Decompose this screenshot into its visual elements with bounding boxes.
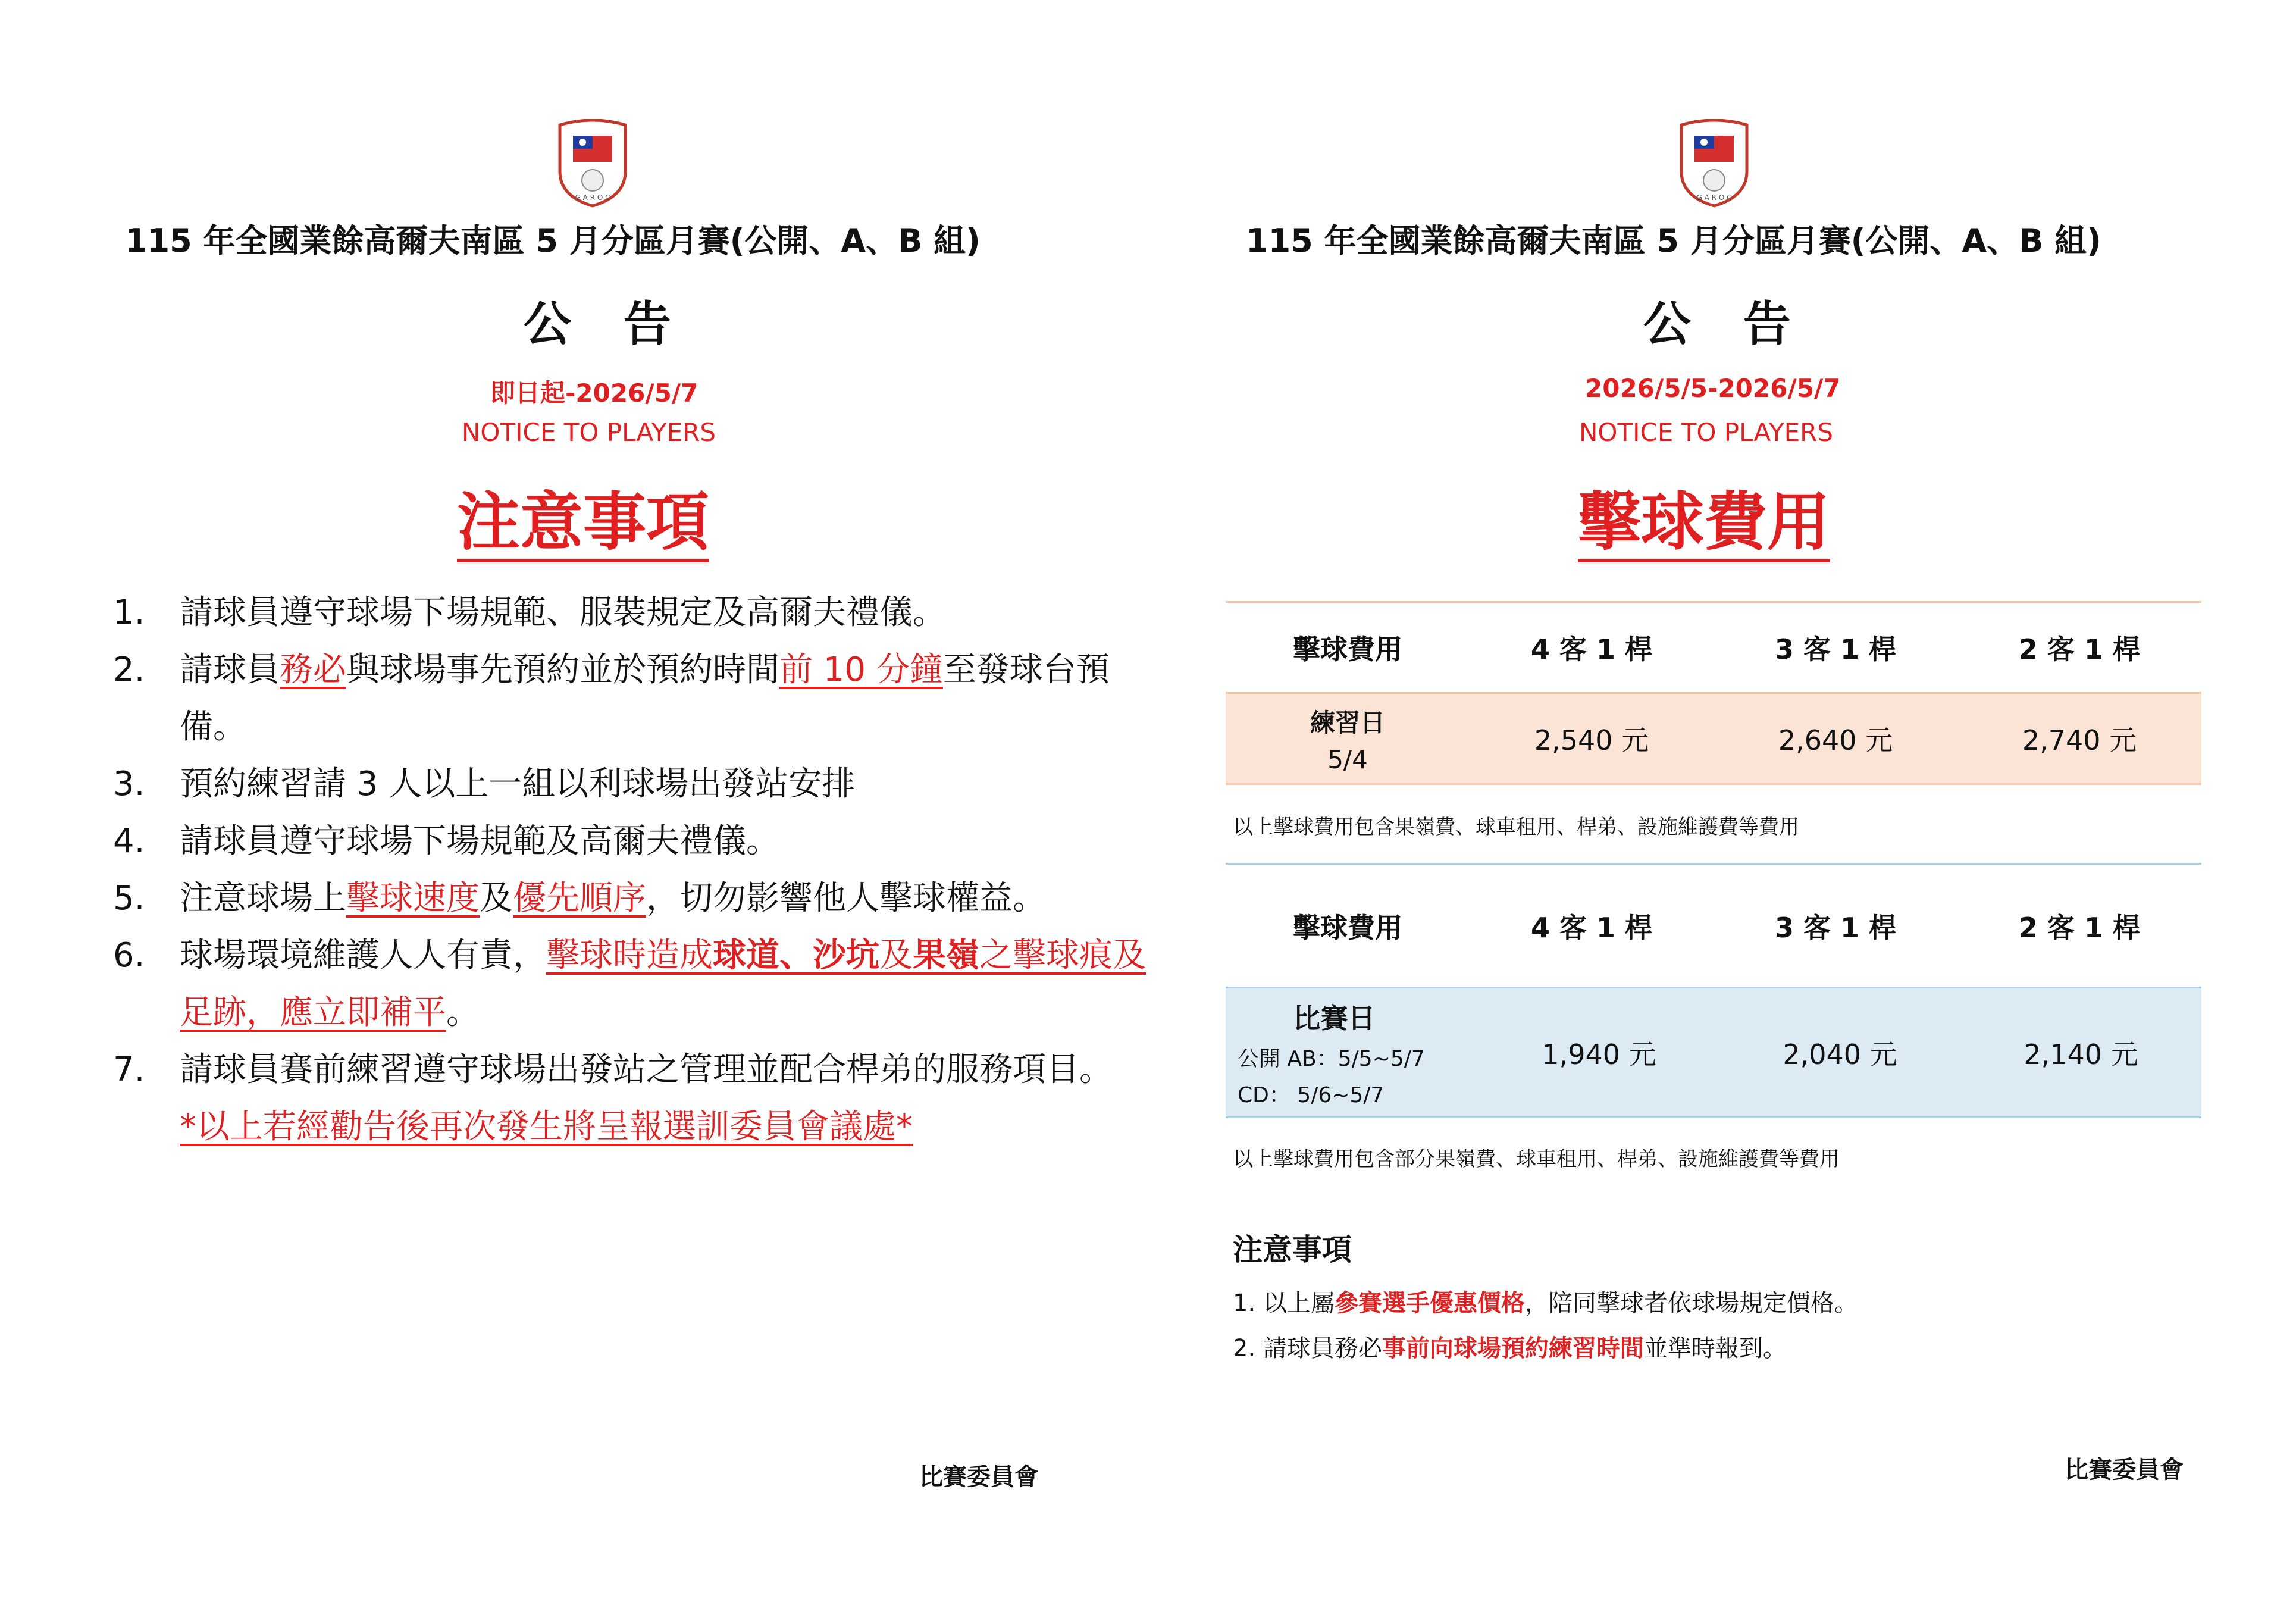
row-label — [1226, 703, 1470, 774]
note-text: ，陪同擊球者依球場規定價格。 — [1524, 1290, 1858, 1317]
rule-item — [113, 642, 1167, 756]
rule-text: ，切勿影響他人擊球權益。 — [646, 879, 1046, 918]
rule-highlight: 擊球時造成 — [546, 936, 713, 975]
right-announcement-heading: 公 告 — [1643, 296, 1809, 352]
garoc-logo-icon — [1677, 119, 1752, 208]
rule-highlight: 優先順序 — [513, 879, 646, 918]
rule-text: 與球場事先預約並於預約時間 — [346, 650, 779, 689]
rule-item — [113, 870, 1167, 927]
rule-number: 6. — [113, 936, 145, 975]
left-notice-label: NOTICE TO PLAYERS — [462, 418, 716, 447]
price-cell: 2,640 元 — [1778, 724, 1893, 756]
row-label-title: 比賽日 — [1293, 1002, 1376, 1034]
rule-number: 4. — [113, 822, 145, 860]
header-cell: 4 客 1 桿 — [1530, 633, 1653, 665]
rule-number: 1. — [113, 593, 145, 632]
left-committee-signature: 比賽委員會 — [919, 1463, 1038, 1491]
header-cell: 2 客 1 桿 — [2018, 911, 2141, 944]
rule-text: 注意球場上 — [180, 879, 346, 918]
rule-highlight: 務必 — [280, 650, 346, 689]
garoc-logo-icon — [555, 119, 630, 208]
right-notice-label: NOTICE TO PLAYERS — [1579, 418, 1833, 447]
note-text: 並準時報到。 — [1643, 1335, 1787, 1362]
rule-item — [113, 584, 1167, 642]
rule-highlight: 及 — [879, 936, 913, 975]
practice-fee-table — [1226, 601, 2201, 785]
note-text: 請球員務必 — [1263, 1335, 1382, 1362]
left-section-heading: 注意事項 — [457, 488, 709, 562]
rule-highlight: 前 10 分鐘 — [779, 650, 943, 689]
row-label-date: 5/4 — [1327, 744, 1368, 774]
right-section-heading: 擊球費用 — [1578, 488, 1830, 562]
rule-number: 3. — [113, 765, 145, 803]
price-cell: 2,740 元 — [2022, 724, 2137, 756]
table-row — [1226, 988, 2201, 1118]
rule-number: 2. — [113, 650, 145, 689]
note-highlight: 參賽選手優惠價格 — [1334, 1290, 1525, 1317]
rule-highlight: 球道、沙坑 — [713, 936, 879, 975]
rule-text: 。 — [446, 993, 480, 1032]
rule-text: 請球員 — [180, 650, 280, 689]
row-label — [1226, 997, 1479, 1109]
rule-highlight: 之擊球痕及足跡，應立即補平 — [180, 936, 1146, 1032]
header-cell: 3 客 1 桿 — [1774, 633, 1897, 665]
note-number: 2. — [1233, 1335, 1256, 1362]
note-item — [1233, 1281, 1858, 1326]
left-announcement-heading: 公 告 — [524, 296, 689, 352]
price-cell: 2,040 元 — [1783, 1038, 1897, 1071]
price-cell: 2,140 元 — [2024, 1038, 2138, 1071]
rule-text: 請球員賽前練習遵守球場出發站之管理並配合桿弟的服務項目。 — [180, 1050, 1113, 1089]
header-cell: 4 客 1 桿 — [1530, 911, 1653, 944]
left-date: 即日起-2026/5/7 — [490, 378, 698, 408]
rule-item — [113, 1041, 1167, 1099]
rule-highlight: 果嶺 — [913, 936, 979, 975]
table-header-row — [1226, 603, 2201, 694]
rule-highlight: 擊球速度 — [346, 879, 480, 918]
game-fee-note: 以上擊球費用包含部分果嶺費、球車租用、桿弟、設施維護費等費用 — [1233, 1147, 1840, 1171]
rule-text: 請球員遵守球場下場規範、服裝規定及高爾夫禮儀。 — [180, 593, 946, 632]
practice-fee-note: 以上擊球費用包含果嶺費、球車租用、桿弟、設施維護費等費用 — [1233, 815, 1799, 839]
row-label-line: 公開 AB：5/5~5/7 — [1238, 1046, 1425, 1071]
game-fee-table — [1226, 863, 2201, 1118]
rule-text: 請球員遵守球場下場規範及高爾夫禮儀。 — [180, 822, 779, 860]
svg-text:G A R O C: G A R O C — [575, 193, 610, 202]
note-highlight: 事前向球場預約練習時間 — [1382, 1335, 1644, 1362]
rule-text: 至發球台預備。 — [180, 650, 1110, 746]
rule-item — [113, 813, 1167, 870]
table-header-row — [1226, 865, 2201, 988]
header-cell: 3 客 1 桿 — [1774, 911, 1897, 944]
header-cell: 擊球費用 — [1293, 633, 1402, 665]
header-cell: 2 客 1 桿 — [2018, 633, 2141, 665]
row-label-title: 練習日 — [1310, 708, 1385, 737]
table-row — [1226, 694, 2201, 785]
rule-number: 7. — [113, 1050, 145, 1089]
price-cell: 2,540 元 — [1534, 724, 1649, 756]
svg-text:G A R O C: G A R O C — [1696, 193, 1732, 202]
notes-heading: 注意事項 — [1233, 1232, 1352, 1267]
note-number: 1. — [1233, 1290, 1256, 1317]
header-cell: 擊球費用 — [1293, 911, 1402, 944]
left-page-title: 115 年全國業餘高爾夫南區 5 月分區月賽(公開、A、B 組) — [125, 222, 981, 259]
warning-text: *以上若經勸告後再次發生將呈報選訓委員會議處* — [180, 1107, 913, 1146]
rule-text: 球場環境維護人人有責， — [180, 936, 546, 975]
rule-text: 及 — [480, 879, 513, 918]
rule-item — [113, 927, 1167, 1041]
row-label-line: CD： 5/6~5/7 — [1238, 1082, 1385, 1107]
rules-list — [113, 584, 1146, 1156]
note-text: 以上屬 — [1263, 1290, 1335, 1317]
right-page-title: 115 年全國業餘高爾夫南區 5 月分區月賽(公開、A、B 組) — [1246, 222, 2101, 259]
right-date: 2026/5/5-2026/5/7 — [1585, 374, 1841, 403]
price-cell: 1,940 元 — [1542, 1038, 1656, 1071]
note-item — [1233, 1326, 1858, 1371]
rule-text: 預約練習請 3 人以上一組以利球場出發站安排 — [180, 765, 856, 803]
rule-item — [113, 756, 1167, 813]
rule-number: 5. — [113, 879, 145, 918]
notes-list — [1233, 1281, 1858, 1371]
right-committee-signature: 比賽委員會 — [2065, 1456, 2184, 1484]
